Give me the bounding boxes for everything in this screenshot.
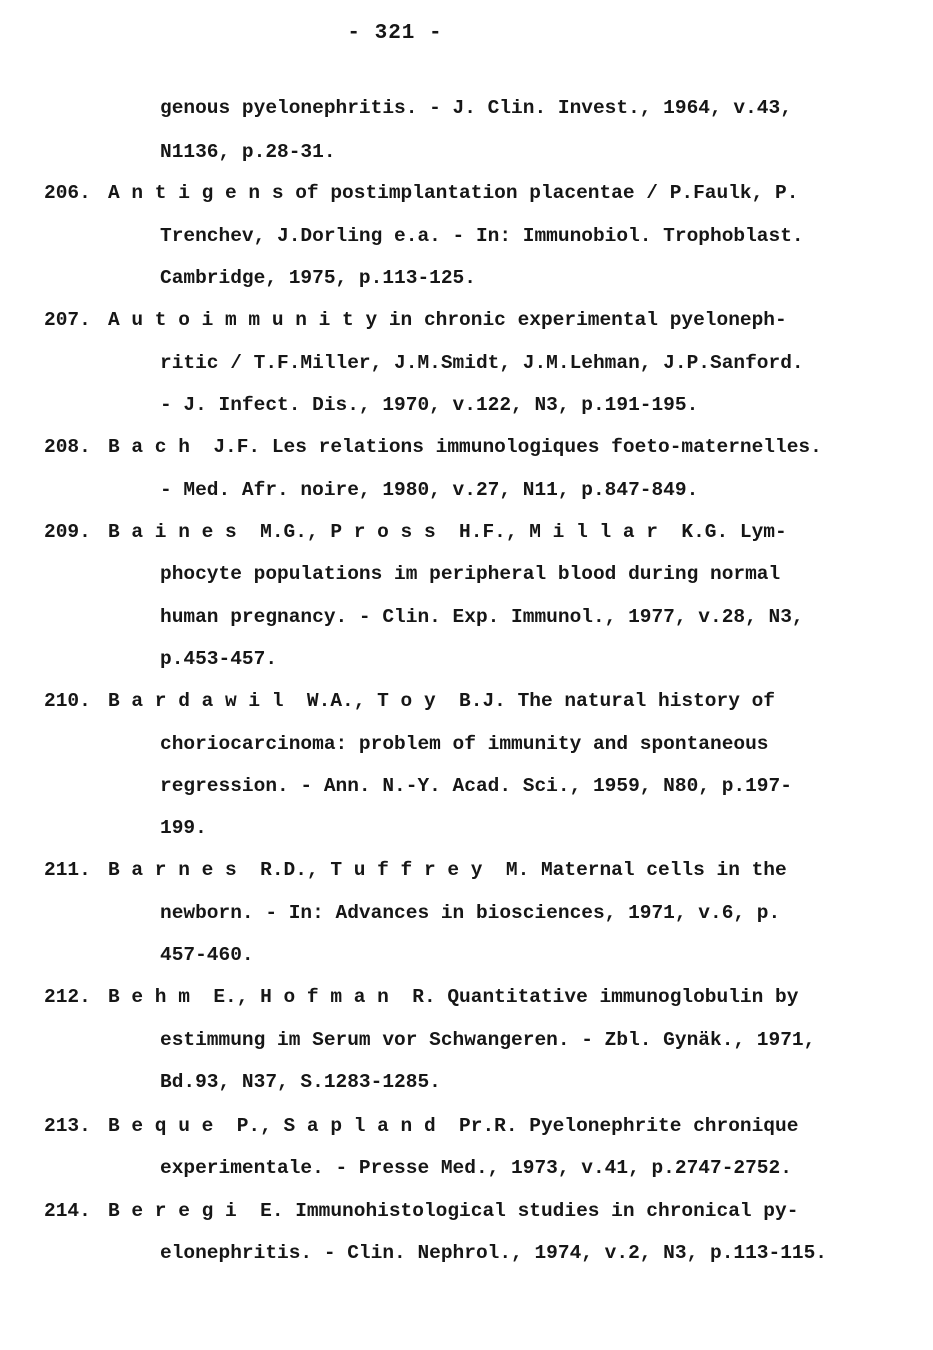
reference-line: Bd.93, N37, S.1283-1285. <box>160 1071 441 1093</box>
reference-line: B e q u e P., S a p l a n d Pr.R. Pyelonephrite chronique <box>108 1115 799 1137</box>
reference-line: elonephritis. - Clin. Nephrol., 1974, v.2, N3, p.113-115. <box>160 1242 828 1264</box>
reference-number: 210. <box>44 690 91 712</box>
continuation-line: N1136, p.28-31. <box>160 141 336 163</box>
reference-line: B e r e g i E. Immunohistological studies in chronical py- <box>108 1200 799 1222</box>
reference-line: B a i n e s M.G., P r o s s H.F., M i l l a r K.G. Lym- <box>108 521 787 543</box>
reference-number: 212. <box>44 986 91 1008</box>
reference-line: - J. Infect. Dis., 1970, v.122, N3, p.191-195. <box>160 394 699 416</box>
page-number: - 321 - <box>347 22 443 45</box>
reference-line: Trenchev, J.Dorling e.a. - In: Immunobiol. Trophoblast. <box>160 225 804 247</box>
reference-line: B a c h J.F. Les relations immunologiques foeto-maternelles. <box>108 436 822 458</box>
reference-line: Cambridge, 1975, p.113-125. <box>160 267 476 289</box>
reference-number: 206. <box>44 182 91 204</box>
reference-line: p.453-457. <box>160 648 278 670</box>
reference-number: 207. <box>44 309 91 331</box>
reference-line: A u t o i m m u n i t y in chronic experimental pyeloneph- <box>108 309 787 331</box>
reference-line: 457-460. <box>160 944 254 966</box>
reference-line: B a r n e s R.D., T u f f r e y M. Maternal cells in the <box>108 859 787 881</box>
reference-line: human pregnancy. - Clin. Exp. Immunol., 1977, v.28, N3, <box>160 606 804 628</box>
reference-number: 214. <box>44 1200 91 1222</box>
reference-line: B e h m E., H o f m a n R. Quantitative immunoglobulin by <box>108 986 799 1008</box>
reference-line: - Med. Afr. noire, 1980, v.27, N11, p.847-849. <box>160 479 699 501</box>
reference-number: 211. <box>44 859 91 881</box>
reference-line: ritic / T.F.Miller, J.M.Smidt, J.M.Lehman, J.P.Sanford. <box>160 352 804 374</box>
reference-line: experimentale. - Presse Med., 1973, v.41, p.2747-2752. <box>160 1157 792 1179</box>
reference-number: 208. <box>44 436 91 458</box>
reference-number: 213. <box>44 1115 91 1137</box>
reference-line: phocyte populations im peripheral blood during normal <box>160 563 781 585</box>
reference-line: choriocarcinoma: problem of immunity and spontaneous <box>160 733 769 755</box>
reference-line: regression. - Ann. N.-Y. Acad. Sci., 1959, N80, p.197- <box>160 775 792 797</box>
reference-line: A n t i g e n s of postimplantation placentae / P.Faulk, P. <box>108 182 799 204</box>
continuation-line: genous pyelonephritis. - J. Clin. Invest., 1964, v.43, <box>160 97 792 119</box>
reference-line: estimmung im Serum vor Schwangeren. - Zbl. Gynäk., 1971, <box>160 1029 816 1051</box>
reference-number: 209. <box>44 521 91 543</box>
reference-line: B a r d a w i l W.A., T o y B.J. The natural history of <box>108 690 776 712</box>
reference-line: newborn. - In: Advances in biosciences, 1971, v.6, p. <box>160 902 781 924</box>
reference-line: 199. <box>160 817 207 839</box>
